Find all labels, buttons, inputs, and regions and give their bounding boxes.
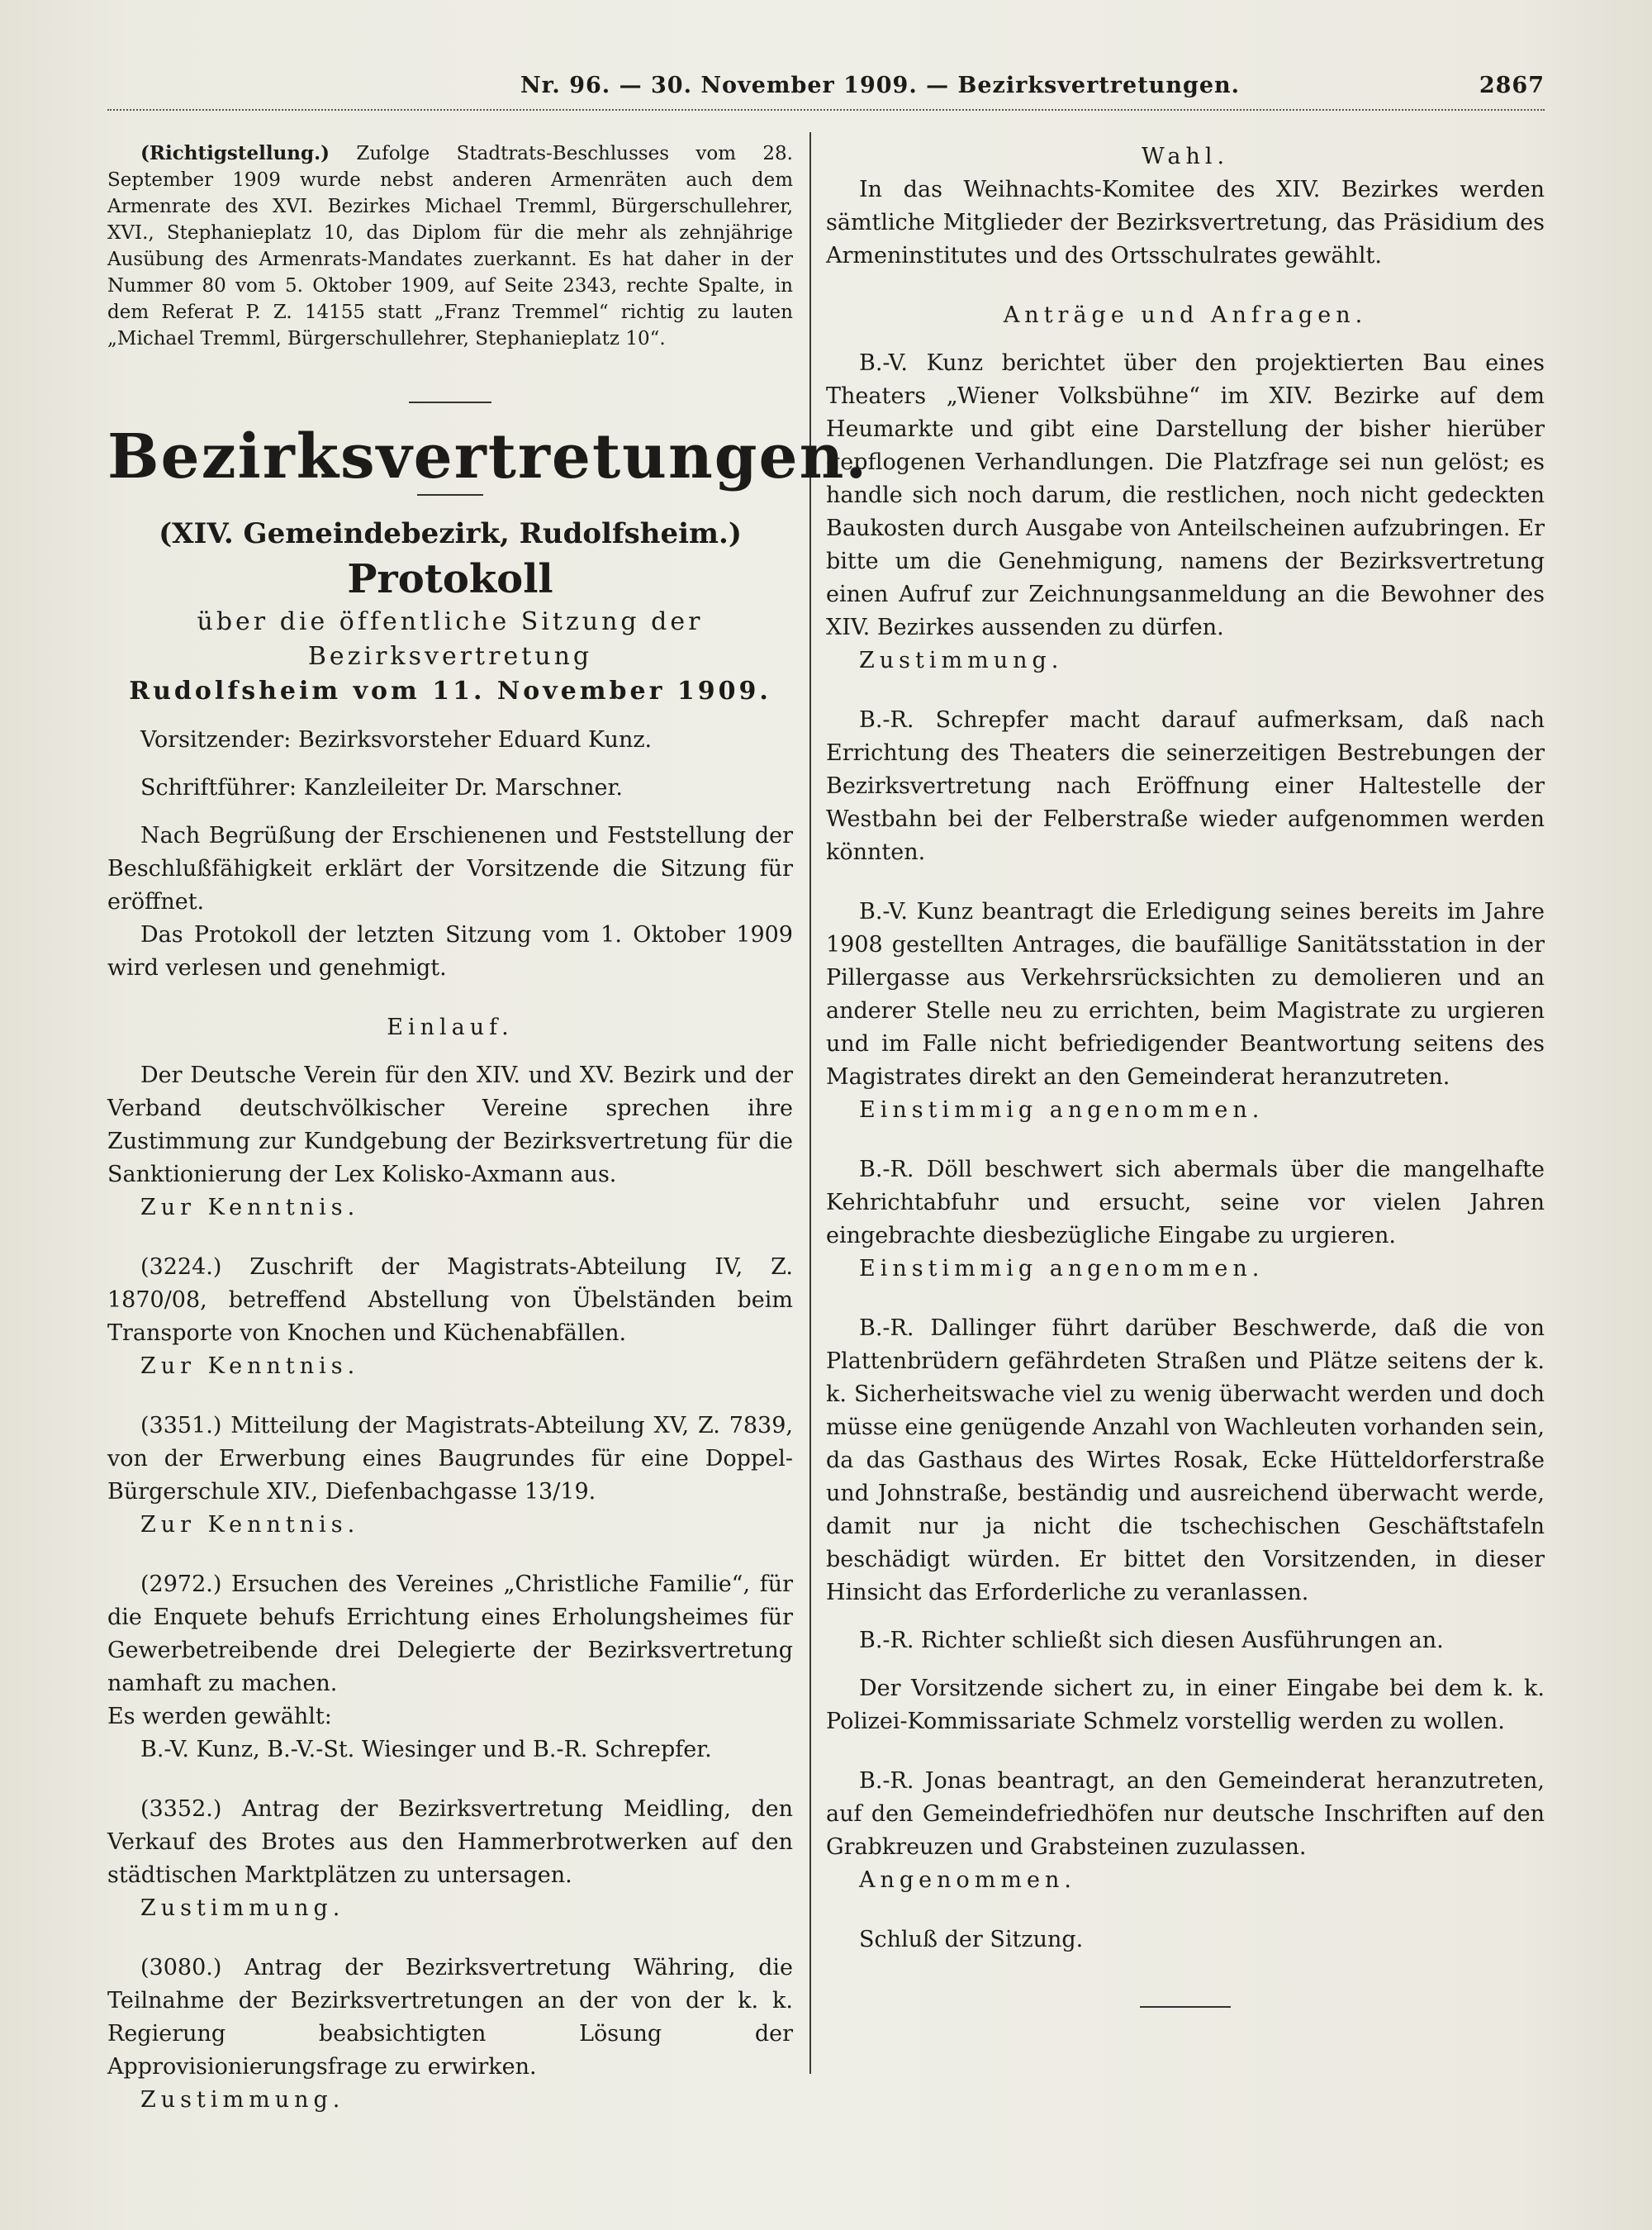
motion-paragraph: B.-R. Döll beschwert sich abermals über die mangelhafte Kehrichtabfuhr und ersucht, seine vor vielen Jahren eingebrachte diesbezügliche Eingabe zu urgieren. [826,1157,1545,1248]
header-divider [107,109,1545,117]
page-header [107,73,1545,106]
correction-label: (Richtigstellung.) [140,142,330,164]
einlauf-item: Der Deutsche Verein für den XIV. und XV. Bezirk und der Verband deutschvölkischer Vereine sprechen ihre Zustimmung zur Kundgebung der Bezirksvertretung für die Sanktionierung der Lex Kolisko-Axmann aus. [107,1063,793,1187]
left-column [107,140,869,2117]
motion-result: Einstimmig angenommen. [859,1256,1265,1281]
motion-result: Angenommen. [859,1867,1076,1893]
einlauf-item: (3351.) Mitteilung der Magistrats-Abteilung XV, Z. 7839, von der Erwerbung eines Baugrundes für eine Doppel-Bürgerschule XIV., Diefenbachgasse 13/19. [107,1413,793,1505]
correction-notice [107,140,793,352]
protokoll-subtitle-1: über die öffentliche Sitzung der Bezirksvertretung [197,607,704,671]
einlauf-item: (3224.) Zuschrift der Magistrats-Abteilung IV, Z. 1870/08, betreffend Abstellung von Übelständen beim Transporte von Knochen und Küchenabfällen. [107,1254,793,1346]
wahl-heading: Wahl. [1141,144,1230,169]
einlauf-result: Zur Kenntnis. [140,1195,360,1220]
section-rule [409,402,491,403]
secretary-line: Schriftführer: Kanzleileiter Dr. Marschner. [140,775,623,801]
chair-line: Vorsitzender: Bezirksvorsteher Eduard Kunz. [140,727,653,753]
motion-paragraph: B.-R. Richter schließt sich diesen Ausführungen an. [859,1628,1444,1653]
einlauf-item: (2972.) Ersuchen des Vereines „Christliche Familie“, für die Enquete behufs Errichtung eines Erholungsheimes für Gewerbetreibende drei Delegierte der Bezirksvertretung namhaft zu machen. [107,1571,793,1696]
einlauf-result: Zur Kenntnis. [140,1512,360,1538]
antraege-heading: Anträge und Anfragen. [1003,302,1368,328]
issue-line: Nr. 96. — 30. November 1909. — Bezirksvertretungen. [520,73,1241,98]
closing-line: Schluß der Sitzung. [859,1927,1084,1952]
einlauf-item: (3352.) Antrag der Bezirksvertretung Meidling, den Verkauf des Brotes aus den Hammerbrotwerken auf den städtischen Marktplätzen zu untersagen. [107,1796,793,1888]
einlauf-item: (3080.) Antrag der Bezirksvertretung Währing, die Teilnahme der Bezirksvertretungen an der von der k. k. Regierung beabsichtigten Lösung der Approvisionierungsfrage zu erwirken. [107,1955,793,2080]
motion-paragraph: B.-V. Kunz beantragt die Erledigung seines bereits im Jahre 1908 gestellten Antrages, die baufällige Sanitätsstation in der Pillergasse aus Verkehrsrücksichten zu demolieren und an anderer Stelle neu zu errichten, beim Magistrate zu urgieren und im Falle nicht befriedigender Beantwortung seitens des Magistrates direkt an den Gemeinderat heranzutreten. [826,899,1545,1090]
motion-paragraph: B.-R. Dallinger führt darüber Beschwerde, daß die von Plattenbrüdern gefährdeten Straßen und Plätze seitens der k. k. Sicherheitswache viel zu wenig überwacht werden und doch müsse eine genügende Anzahl von Wachleuten vorhanden sein, da das Gasthaus des Wirtes Rosak, Ecke Hütteldorferstraße und Johnstraße, beständig und ausreichend überwacht werde, damit nur ja nicht die tschechischen Geschäftstafeln beschädigt würden. Er bittet den Vorsitzenden, in dieser Hinsicht das Erforderliche zu veranlassen. [826,1315,1545,1605]
minutes-paragraph: Das Protokoll der letzten Sitzung vom 1. Oktober 1909 wird verlesen und genehmigt. [107,922,793,981]
motion-paragraph: B.-R. Schrepfer macht darauf aufmerksam, daß nach Errichtung des Theaters die seinerzeitigen Bestrebungen der Bezirksvertretung nach Eröffnung einer Haltestelle der Westbahn bei der Felberstraße wieder aufgenommen werden könnten. [826,707,1545,865]
motion-result: Einstimmig angenommen. [859,1097,1265,1123]
title-rule [417,494,483,496]
motion-paragraph: Der Vorsitzende sichert zu, in einer Eingabe bei dem k. k. Polizei-Kommissariate Schmelz vorstellig werden zu wollen. [826,1676,1545,1734]
einlauf-result-names: B.-V. Kunz, B.-V.-St. Wiesinger und B.-R. Schrepfer. [140,1737,712,1762]
section-title: Bezirksvertretungen. [107,421,869,492]
einlauf-result: Zustimmung. [140,2087,345,2113]
correction-text: Zufolge Stadtrats-Beschlusses vom 28. September 1909 wurde nebst anderen Armenräten auch dem Armenrate des XVI. Bezirkes Michael Tremml, Bürgerschullehrer, XVI., Stephanieplatz 10, das Diplom für die mehr als zehnjährige Ausübung des Armenrats-Mandates zuerkannt. Es hat daher in der Nummer 80 vom 5. Oktober 1909, auf Seite 2343, rechte Spalte, in dem Referat P. Z. 14155 statt „Franz Tremmel“ richtig zu lauten „Michael Tremml, Bürgerschullehrer, Stephanieplatz 10“. [107,143,793,349]
right-column [826,140,1545,2008]
district-heading: (XIV. Gemeindebezirk, Rudolfsheim.) [159,517,742,550]
wahl-paragraph: In das Weihnachts-Komitee des XIV. Bezirkes werden sämtliche Mitglieder der Bezirksvertretung, das Präsidium des Armeninstitutes und des Ortsschulrates gewählt. [826,177,1545,269]
einlauf-result: Zur Kenntnis. [140,1353,360,1379]
einlauf-result: Es werden gewählt: [107,1704,332,1729]
motion-paragraph: B.-R. Jonas beantragt, an den Gemeinderat heranzutreten, auf den Gemeindefriedhöfen nur deutsche Inschriften auf den Grabkreuzen und Grabsteinen zuzulassen. [826,1768,1545,1860]
protokoll-heading: Protokoll [347,556,553,602]
page-number: 2867 [1479,73,1545,98]
protokoll-subtitle-2: Rudolfsheim vom 11. November 1909. [129,677,771,706]
einlauf-result: Zustimmung. [140,1895,345,1921]
motion-result: Zustimmung. [859,648,1064,673]
end-rule [1140,2006,1231,2008]
einlauf-heading: Einlauf. [387,1015,514,1040]
motion-paragraph: B.-V. Kunz berichtet über den projektierten Bau eines Theaters „Wiener Volksbühne“ im XIV. Bezirke auf dem Heumarkte und gibt eine Darstellung der bisher hierüber gepflogenen Verhandlungen. Die Platzfrage sei nun gelöst; es handle sich noch darum, die restlichen, noch nicht gedeckten Baukosten durch Ausgabe von Anteilscheinen aufzubringen. Er bitte um die Genehmigung, namens der Bezirksvertretung einen Aufruf zur Zeichnungsanmeldung an die Bewohner des XIV. Bezirkes aussenden zu dürfen. [826,350,1545,640]
opening-paragraph: Nach Begrüßung der Erschienenen und Feststellung der Beschlußfähigkeit erklärt der Vorsitzende die Sitzung für eröffnet. [107,823,793,915]
